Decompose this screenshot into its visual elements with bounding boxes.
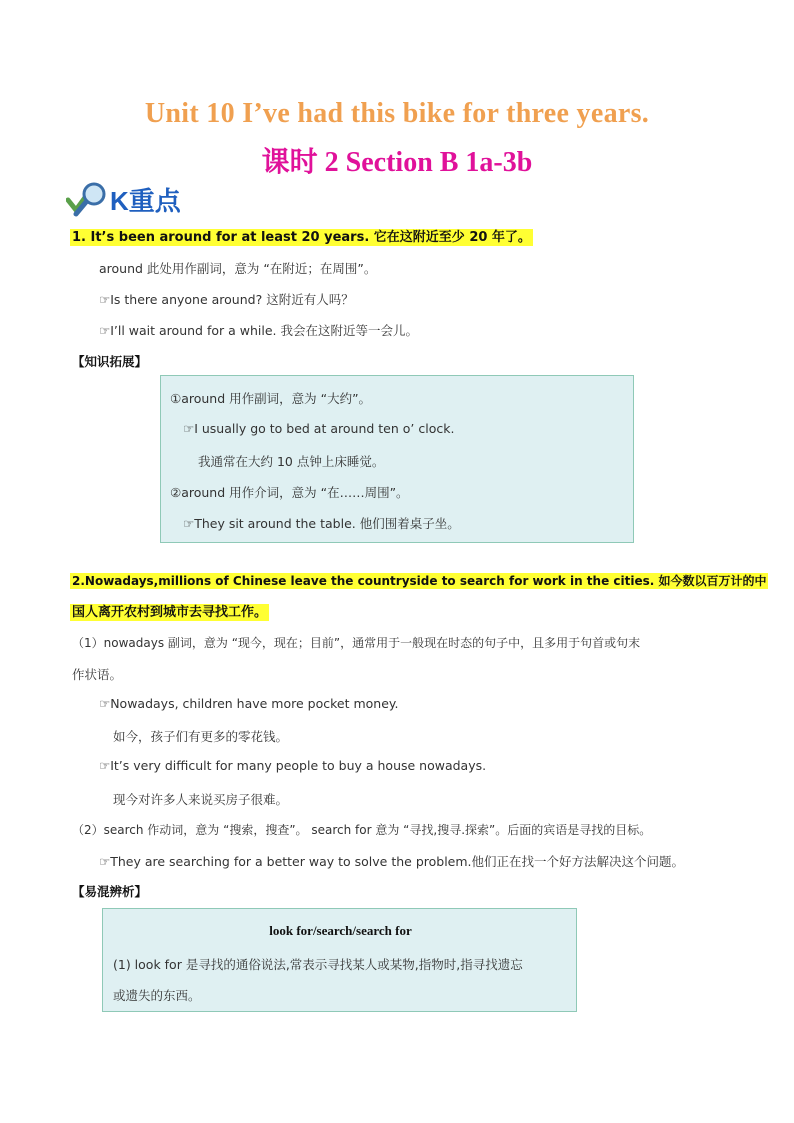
point2-note-2: （2）search 作动词，意为 “搜索，搜查”。 search for 意为 “寻找,搜寻.探索”。后面的宾语是寻找的目标。 xyxy=(72,823,652,837)
expand-line-2: ☞I usually go to bed at around ten o’ clock. xyxy=(183,421,455,436)
magnifier-check-icon xyxy=(66,178,216,218)
point1-example-1: ☞Is there anyone around? 这附近有人吗？ xyxy=(99,292,354,307)
point1-example-2: ☞I’ll wait around for a while. 我会在这附近等一会儿。 xyxy=(99,323,418,338)
point2-heading-b xyxy=(70,601,269,620)
key-points-badge xyxy=(66,178,216,218)
expand-line-5: ☞They sit around the table. 他们围着桌子坐。 xyxy=(183,516,460,531)
point2-heading-a-text: 2.Nowadays,millions of Chinese leave the countryside to search for work in the cities. 如今数以百万计的中 xyxy=(72,574,767,588)
point2-heading-a xyxy=(70,570,768,589)
confusion-analysis-box xyxy=(102,908,577,1012)
point2-example-1: ☞Nowadays, children have more pocket money. xyxy=(99,696,399,711)
point1-heading-text: 1. It’s been around for at least 20 years. 它在这附近至少 20 年了。 xyxy=(72,230,531,245)
point2-example-2: ☞It’s very difficult for many people to buy a house nowadays. xyxy=(99,758,487,773)
lesson-title: 课时 2 Section B 1a-3b xyxy=(261,147,533,178)
confusion-line-2: 或遗失的东西。 xyxy=(113,988,201,1003)
confusion-line-1: (1) look for 是寻找的通俗说法,常表示寻找某人或某物,指物时,指寻找遗忘 xyxy=(113,957,523,972)
point1-explain: around 此处用作副词，意为 “在附近；在周围”。 xyxy=(99,261,377,276)
point2-note-1a: （1）nowadays 副词，意为 “现今，现在；目前”，通常用于一般现在时态的句子中，且多用于句首或句末 xyxy=(72,636,641,650)
point2-note-1b: 作状语。 xyxy=(72,667,123,682)
expand-line-3: 我通常在大约 10 点钟上床睡觉。 xyxy=(198,454,385,469)
confusion-box-title: look for/search/search for xyxy=(269,923,412,938)
knowledge-expansion-label: 【知识拓展】 xyxy=(72,354,148,369)
expand-line-4: ②around 用作介词，意为 “在……周围”。 xyxy=(170,485,409,500)
badge-label: K重点 xyxy=(110,186,181,216)
point2-example-2-cn: 现今对许多人来说买房子很难。 xyxy=(113,792,289,807)
point2-heading-b-text: 国人离开农村到城市去寻找工作。 xyxy=(72,605,268,620)
point1-heading xyxy=(70,226,533,245)
point2-example-1-cn: 如今，孩子们有更多的零花钱。 xyxy=(113,729,289,744)
knowledge-expansion-box xyxy=(160,375,634,543)
expand-line-1: ①around 用作副词，意为 “大约”。 xyxy=(170,391,372,406)
unit-title: Unit 10 I’ve had this bike for three years. xyxy=(144,98,650,129)
point2-example-3: ☞They are searching for a better way to solve the problem.他们正在找一个好方法解决这个问题。 xyxy=(99,854,685,869)
confusion-analysis-label: 【易混辨析】 xyxy=(72,884,148,899)
